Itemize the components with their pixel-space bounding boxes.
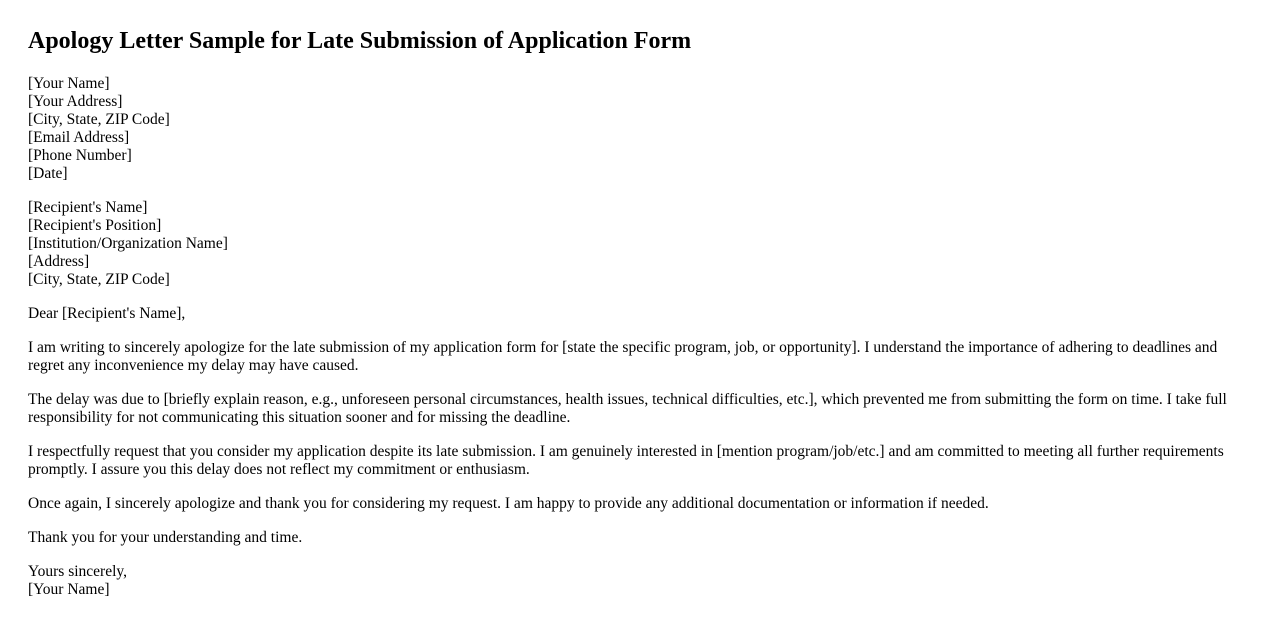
recipient-organization: [Institution/Organization Name] [28,235,228,252]
sender-city-state-zip: [City, State, ZIP Code] [28,111,170,128]
closing-signature-name: [Your Name] [28,581,110,598]
body-paragraph: I am writing to sincerely apologize for the late submission of my application form for [state the specific program, job, or opportunity]. I understand the importance of adhering to deadlines and regret any inconvenience my delay may have caused. [28,339,1218,374]
recipient-address-block [28,199,1250,289]
sender-email: [Email Address] [28,129,130,146]
body-paragraph: I respectfully request that you consider my application despite its late submission. I am genuinely interested in [mention program/job/etc.] and am committed to meeting all further requirements promptly. I assure you this delay does not reflect my commitment or enthusiasm. [28,443,1224,478]
sender-name: [Your Name] [28,75,110,92]
body-paragraph: The delay was due to [briefly explain reason, e.g., unforeseen personal circumstances, health issues, technical difficulties, etc.], which prevented me from submitting the form on time. I take full responsibility for not communicating this situation sooner and for missing the deadline. [28,391,1227,426]
letter-page [0,27,1278,599]
recipient-name: [Recipient's Name] [28,199,148,216]
body-paragraph: Once again, I sincerely apologize and thank you for considering my request. I am happy to provide any additional documentation or information if needed. [28,495,989,512]
recipient-address: [Address] [28,253,90,270]
salutation: Dear [Recipient's Name], [28,305,186,322]
sender-address-block [28,75,1250,183]
page-title: Apology Letter Sample for Late Submission of Application Form [28,28,692,54]
sender-address: [Your Address] [28,93,123,110]
sender-phone: [Phone Number] [28,147,132,164]
closing-block [28,563,1250,599]
body-paragraph: Thank you for your understanding and time. [28,529,303,546]
letter-date: [Date] [28,165,68,182]
closing-phrase: Yours sincerely, [28,563,128,580]
recipient-position: [Recipient's Position] [28,217,162,234]
recipient-city-state-zip: [City, State, ZIP Code] [28,271,170,288]
